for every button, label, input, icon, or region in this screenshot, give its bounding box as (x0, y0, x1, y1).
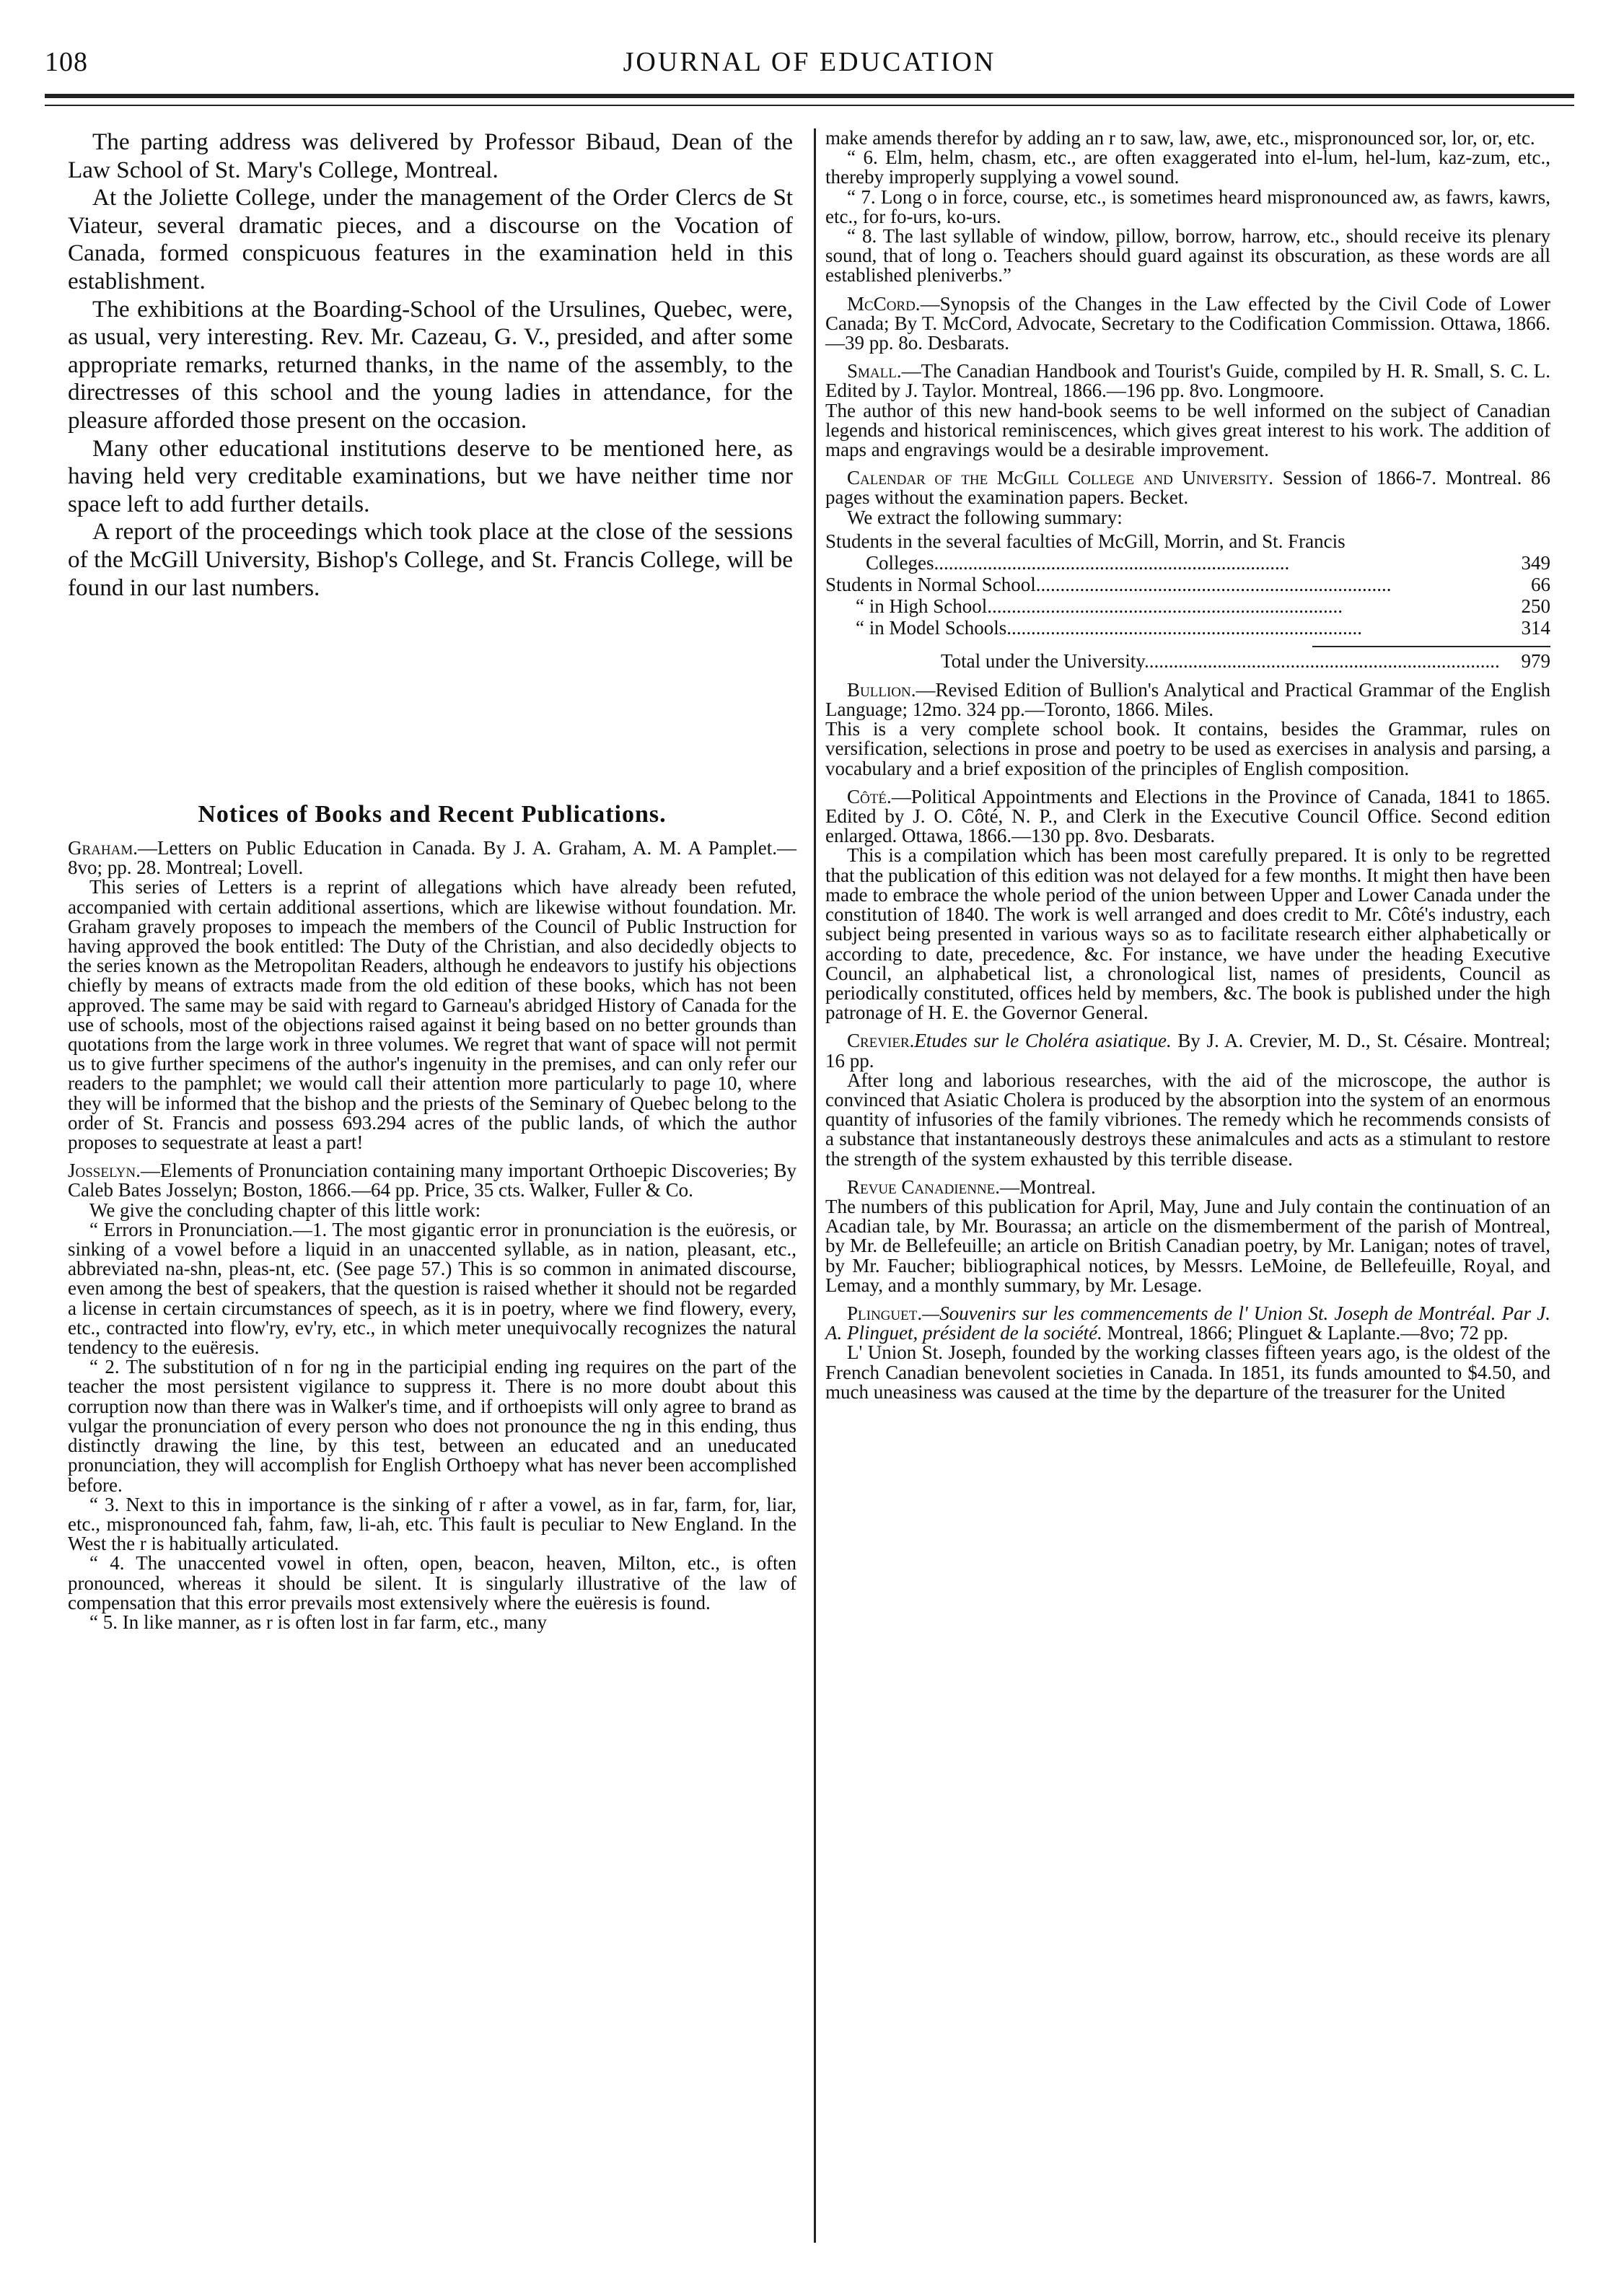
citation: Session of 1866-7. Montreal. 86 pages without the examination papers. Becket. (825, 467, 1551, 509)
paragraph: Many other educational institutions deserve to be mentioned here, as having held very creditable examinations, but we have neither time nor space left to add further details. (68, 434, 793, 517)
notice-mccord (825, 294, 1550, 354)
summary-value: 250 (1521, 595, 1550, 617)
notice-body: The numbers of this publication for April, May, June and July contain the continuation of an Acadian tale, by Mr. Bourassa; an article on the dismemberment of the parish of Montreal, by Mr. de Bellefeuille; an article on British Canadian poetry, by Mr. Lanigan; notes of travel, by Mr. Faucher; bibliographical notices, by Messrs. LeMoine, de Bellefeuille, Royal, and Lemay, and a monthly summary, by Mr. Lesage. (825, 1195, 1550, 1296)
total-rule (1312, 646, 1550, 647)
notices-section (68, 801, 796, 1641)
citation: —Political Appointments and Elections in the Province of Canada, 1841 to 1865. Edited by J. O. Côté, N. P., and Clerk in the Executive Council Office. Second edition enlarged. Ottawa, 1866.—130 pp. 8vo. Desbarats. (825, 785, 1550, 847)
paragraph: At the Joliette College, under the management of the Order Clercs de St Viateur, several dramatic pieces, and a discourse on the Vocation of Canada, formed conspicuous features in the examination held in this establishment. (68, 184, 793, 294)
quote-paragraph: “ 6. Elm, helm, chasm, etc., are often exaggerated into el-lum, hel-lum, kaz-zum, etc., thereby improperly supplying a vowel sound. (825, 146, 1550, 188)
summary-value: 314 (1521, 616, 1550, 639)
section-heading: Notices of Books and Recent Publications. (198, 801, 667, 828)
citation: By J. A. Crevier, M. D., St. Césaire. Montreal; 16 pp. (825, 1030, 1550, 1072)
author-name: Josselyn. (68, 1160, 141, 1182)
notice-bullion (825, 680, 1550, 779)
notice-intro: We extract the following summary: (847, 506, 1123, 528)
total-label: Total under the University......................................................................... (941, 649, 1500, 672)
quote-paragraph: “ Errors in Pronunciation.—1. The most gigantic error in pronunciation is the euöresis, or sinking of a vowel before a liquid in an unaccented syllable, as in nation, pleasant, etc., abbreviated na-shn, pleas-nt, etc. (See page 57.) This is so common in animated discourse, even among the best of speakers, that the question is raised whether it should not be regarded a license in certain circumstances of speech, as it is in poetry, where we find flowery, every, etc., contracted into flow'ry, ev'ry, etc., in which meter unequivocally recognizes the natural tendency to the euëresis. (68, 1218, 796, 1359)
summary-table (825, 530, 1550, 639)
quote-paragraph: “ 2. The substitution of n for ng in the participial ending ing requires on the part of the teacher the most persistent vigilance to suppress it. There is no more doubt about this corruption now than there was in Walker's time, and if orthoepists will only agree to brand as vulgar the pronunciation of every person who does not pronounce the ng in this ending, thus distinctly drawing the line, by this test, between an educated and an uneducated pronunciation, they will accomplish for English Orthoepy what has never been accomplished before. (68, 1356, 796, 1496)
summary-value: 349 (1521, 551, 1550, 574)
quote-paragraph: “ 7. Long o in force, course, etc., is sometimes heard mispronounced aw, as fawrs, kawrs, etc., for fo-urs, ko-urs. (825, 185, 1550, 227)
author-name: Small. (847, 360, 902, 382)
notice-body: This is a compilation which has been most carefully prepared. It is only to be regretted that the publication of this edition was not delayed for a few months. It might then have been made to embrace the whole period of the union between Upper and Lower Canada under the constitution of 1840. The work is well arranged and does credit to Mr. Côté's industry, each subject being presented in various ways so as to facilitate research either alphabetically or according to date, precedence, &c. For instance, we have under the heading Executive Council, an alphabetical list, a chronological list, names of presidents, Council as periodically constituted, offices held by members, &c. The book is published under the high patronage of H. E. the Governor General. (825, 844, 1550, 1024)
notice-small (825, 362, 1550, 460)
citation: —Revised Edition of Bullion's Analytical and Practical Grammar of the English Language; 12mo. 324 pp.—Toronto, 1866. Miles. (825, 678, 1550, 721)
header-rule-thick (45, 94, 1574, 98)
citation: Montreal, 1866; Plinguet & Laplante.—8vo; 72 pp. (1102, 1322, 1509, 1344)
author-name: Plinguet. (847, 1302, 923, 1324)
quote-paragraph: “ 5. In like manner, as r is often lost in far farm, etc., many (89, 1611, 547, 1633)
citation: —Letters on Public Education in Canada. By J. A. Graham, A. M. A Pamplet.—8vo; pp. 28. Montreal; Lovell. (68, 837, 796, 879)
summary-label: “ in High School......................................................................... (856, 595, 1343, 617)
notice-body: This series of Letters is a reprint of allegations which have already been refuted, accompanied with certain additional assertions, which are likewise without foundation. Mr. Graham gravely proposes to impeach the members of the Council of Public Instruction for having approved the book entitled: The Duty of the Christian, and also decidedly objects to the series known as the Metropolitan Readers, although he endeavors to justify his objections chiefly by means of extracts made from the old edition of these books, which has not been approved. The same may be said with regard to Garneau's abridged History of Canada for the use of schools, most of the objections raised against it being based on no better grounds than quotations from the large work in three volumes. We regret that want of space will not permit us to give further specimens of the author's ingenuity in the premises, and can only refer our readers to the pamphlet; we would call their attention more particularly to page 10, where they will be informed that the bishop and the priests of the Seminary of Quebec belong to the order of St. Francis and possess 693.294 acres of the public lands, of which the author proposes to sequestrate at least a part! (68, 876, 796, 1154)
summary-total-table (825, 650, 1550, 672)
journal-title: JOURNAL OF EDUCATION (623, 47, 996, 77)
total-value: 979 (1521, 649, 1550, 672)
author-name: Calendar of the McGill College and University. (847, 467, 1273, 489)
notice-revue (825, 1175, 1550, 1296)
notice-body: L' Union St. Joseph, founded by the working classes fifteen years ago, is the oldest of the French Canadian benevolent societies in Canada. In 1851, its funds amounted to $4.50, and much uneasiness was caused at the time by the departure of the treasurer for the United (825, 1341, 1550, 1403)
summary-label: Students in the several faculties of McGill, Morrin, and St. Francis (825, 530, 1346, 552)
notice-body: The author of this new hand-book seems to be well informed on the subject of Canadian legends and historical reminiscences, which gives great interest to his work. The addition of maps and engravings would be a desirable improvement. (825, 399, 1550, 461)
citation: —The Canadian Handbook and Tourist's Guide, compiled by H. R. Small, S. C. L. Edited by J. Taylor. Montreal, 1866.—196 pp. 8vo. Longmoore. (825, 360, 1550, 402)
left-column-top (68, 128, 793, 602)
author-name: Côté. (847, 785, 892, 807)
author-name: Crevier. (847, 1030, 915, 1052)
citation: —Synopsis of the Changes in the Law effected by the Civil Code of Lower Canada; By T. McCord, Advocate, Secretary to the Codification Commission. Ottawa, 1866.—39 pp. 8o. Desbarats. (825, 292, 1550, 354)
notice-cote (825, 787, 1550, 1022)
quote-paragraph: “ 4. The unaccented vowel in often, open, beacon, heaven, Milton, etc., is often pronounced, whereas it should be silent. It is singularly illustrative of the law of compensation that this error prevails most extensively where the euëresis is found. (68, 1552, 796, 1613)
author-name: McCord. (847, 292, 921, 315)
citation: —Montreal. (1000, 1175, 1096, 1198)
notice-crevier (825, 1031, 1550, 1168)
paragraph: The parting address was delivered by Professor Bibaud, Dean of the Law School of St. Mary's College, Montreal. (68, 128, 793, 183)
citation: —Elements of Pronunciation containing many important Orthoepic Discoveries; By Caleb Bates Josselyn; Boston, 1866.—64 pp. Price, 35 cts. Walker, Fuller & Co. (68, 1160, 796, 1201)
notice-josselyn (68, 1161, 796, 1632)
book-title: Etudes sur le Choléra asiatique. (914, 1030, 1172, 1052)
notice-body: This is a very complete school book. It contains, besides the Grammar, rules on versification, selections in prose and poetry to be used as exercises in analysis and parsing, a vocabulary and a brief exposition of the principles of English composition. (825, 718, 1550, 779)
right-column (825, 128, 1550, 1411)
table-row (825, 595, 1550, 617)
table-row (825, 617, 1550, 639)
author-name: Revue Canadienne. (847, 1175, 1001, 1198)
book-title: —Souvenirs sur les commencements de l' Union St. Joseph de Montréal. Par J. A. Plinguet, président de la société. (825, 1302, 1550, 1344)
notice-graham (68, 838, 796, 1152)
quote-paragraph: “ 3. Next to this in importance is the sinking of r after a vowel, as in far, farm, for, liar, etc., mispronounced fah, fahm, faw, li-ah, etc. This fault is peculiar to New England. In the West the r is habitually articulated. (68, 1493, 796, 1555)
table-row (825, 574, 1550, 595)
paragraph: A report of the proceedings which took place at the close of the sessions of the McGill University, Bishop's College, and St. Francis College, will be found in our last numbers. (68, 518, 793, 601)
summary-label: Students in Normal School......................................................................... (825, 573, 1392, 595)
quote-paragraph: make amends therefor by adding an r to saw, law, awe, etc., mispronounced sor, lor, or, etc. (825, 127, 1535, 149)
notice-plinguet (825, 1304, 1550, 1402)
column-divider (814, 128, 816, 2243)
summary-label: Colleges......................................................................... (866, 551, 1290, 574)
quote-paragraph: “ 8. The last syllable of window, pillow, borrow, harrow, etc., should receive its plenary sound, that of long o. Teachers should guard against its obscuration, as these words are all established pleniverbs.” (825, 225, 1550, 286)
notice-calendar (825, 468, 1550, 672)
author-name: Graham. (68, 837, 138, 859)
notice-body: After long and laborious researches, with the aid of the microscope, the author is convinced that Asiatic Cholera is produced by the absorption into the system of an enormous quantity of infusories of the family vibriones. The remedy which he recommends consists of a substance that instantaneously destroys these animalcules and acts as a stimulant to restore the strength of the system exhausted by this terrible disease. (825, 1069, 1550, 1170)
notice-intro: We give the concluding chapter of this little work: (89, 1199, 481, 1221)
page-number: 108 (45, 47, 88, 77)
paragraph: The exhibitions at the Boarding-School of the Ursulines, Quebec, were, as usual, very interesting. Rev. Mr. Cazeau, G. V., presided, and after some appropriate remarks, returned thanks, in the name of the assembly, to the directresses of this school and the young ladies in attendance, for the pleasure afforded those present on the occasion. (68, 295, 793, 434)
header-rule-thin (45, 105, 1574, 106)
page-header (45, 46, 1574, 88)
notice-josselyn-continued (825, 128, 1550, 286)
author-name: Bullion. (847, 678, 916, 701)
table-row (825, 650, 1550, 672)
table-row (825, 530, 1550, 552)
table-row (825, 552, 1550, 574)
summary-label: “ in Model Schools......................................................................... (856, 616, 1362, 639)
summary-value: 66 (1531, 573, 1550, 595)
